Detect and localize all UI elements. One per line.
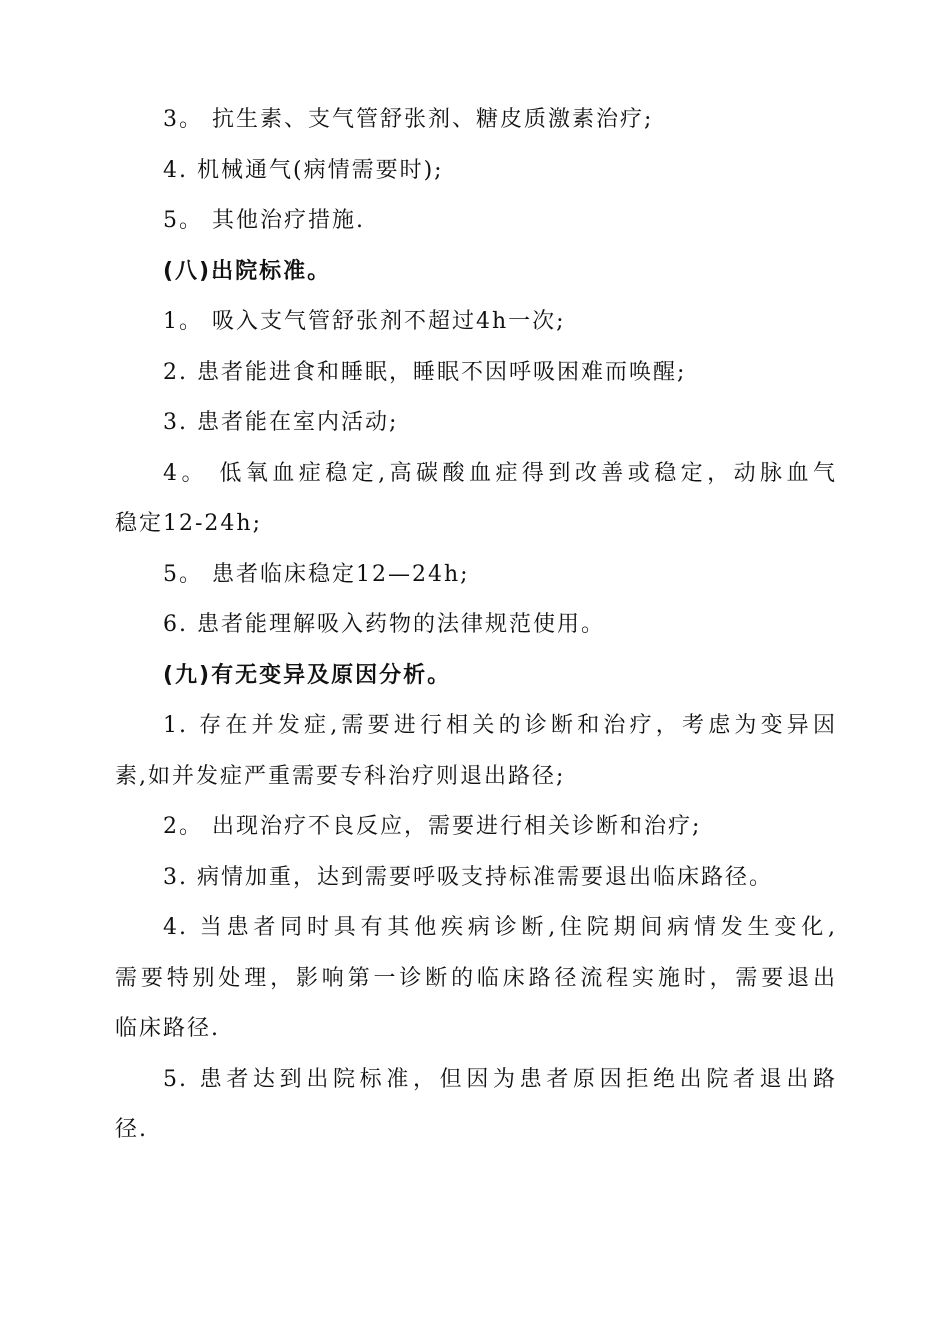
- discharge-item-3: 3. 患者能在室内活动;: [163, 410, 399, 435]
- section-heading-variation-analysis: (九)有无变异及原因分析。: [163, 662, 452, 688]
- variation-item-1-line-2: 素,如并发症严重需要专科治疗则退出路径;: [115, 763, 566, 789]
- variation-item-4-line-1: 4. 当患者同时具有其他疾病诊断,住院期间病情发生变化,: [163, 915, 837, 940]
- discharge-item-5: 5。 患者临床稳定12—24h;: [163, 561, 470, 587]
- variation-item-3: 3. 病情加重，达到需要呼吸支持标准需要退出临床路径。: [163, 864, 773, 890]
- variation-item-5-line-1: 5. 患者达到出院标准，但因为患者原因拒绝出院者退出路: [163, 1066, 837, 1092]
- document-body: [115, 95, 837, 1156]
- discharge-item-6: 6. 患者能理解吸入药物的法律规范使用。: [163, 612, 605, 637]
- discharge-item-4-line-1: 4。 低氧血症稳定,高碳酸血症得到改善或稳定，动脉血气: [163, 460, 837, 486]
- variation-item-4-line-3: 临床路径.: [115, 1016, 220, 1041]
- treatment-item-3: 3。 抗生素、支气管舒张剂、糖皮质激素治疗;: [163, 107, 654, 132]
- treatment-item-5: 5。 其他治疗措施.: [163, 208, 365, 233]
- variation-item-2: 2。 出现治疗不良反应，需要进行相关诊断和治疗;: [163, 814, 702, 839]
- treatment-item-4: 4. 机械通气(病情需要时);: [163, 157, 444, 183]
- discharge-item-2: 2. 患者能进食和睡眠，睡眠不因呼吸困难而唤醒;: [163, 359, 687, 385]
- discharge-item-1: 1。 吸入支气管舒张剂不超过4h一次;: [163, 309, 566, 334]
- variation-item-4-line-2: 需要特别处理，影响第一诊断的临床路径流程实施时，需要退出: [115, 965, 837, 991]
- variation-item-1-line-1: 1. 存在并发症,需要进行相关的诊断和治疗，考虑为变异因: [163, 713, 837, 738]
- section-heading-discharge-criteria: (八)出院标准。: [163, 258, 332, 284]
- discharge-item-4-line-2: 稳定12-24h;: [115, 511, 263, 536]
- variation-item-5-line-2: 径.: [115, 1117, 148, 1142]
